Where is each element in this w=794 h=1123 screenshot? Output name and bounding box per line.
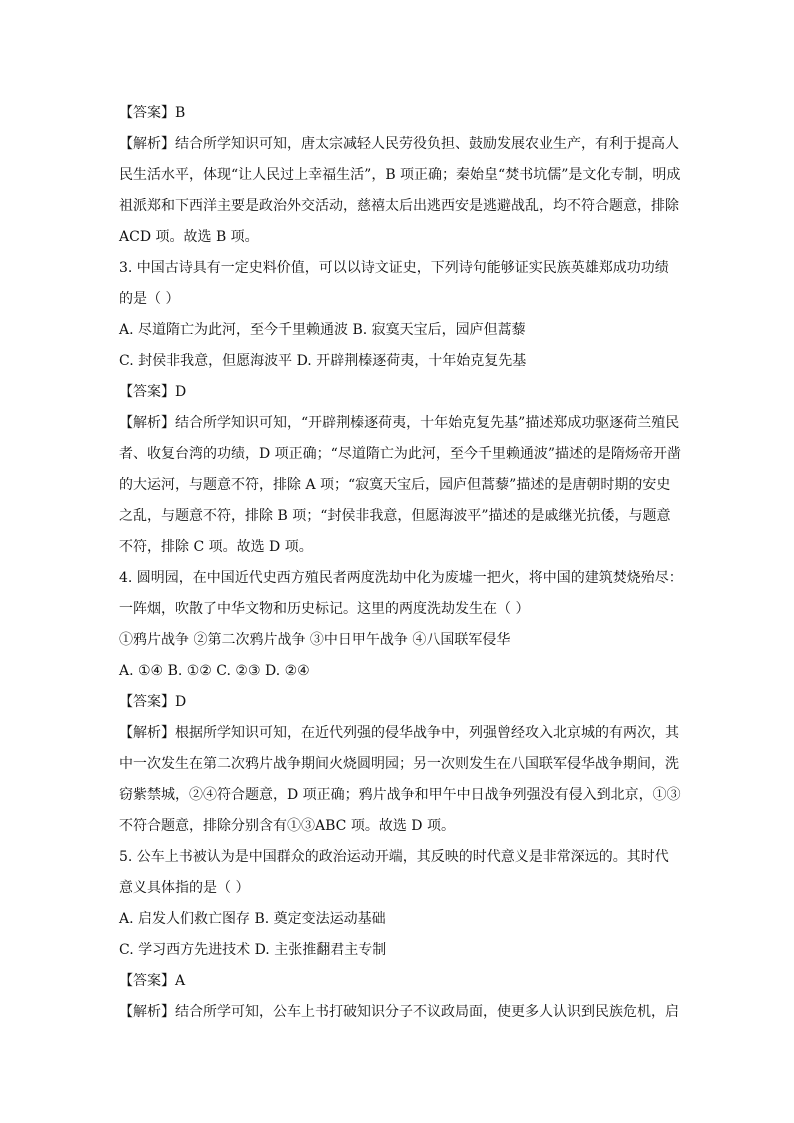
question-5-stem-line-1: 5. 公车上书被认为是中国群众的政治运动开端，其反映的时代意义是非常深远的。其时代	[119, 849, 669, 865]
question-3-options-cd: C. 封侯非我意，但愿海波平 D. 开辟荆榛逐荷夷，十年始克复先基	[119, 353, 527, 369]
question-5-options-cd: C. 学习西方先进技术 D. 主张推翻君主专制	[119, 942, 387, 958]
analysis-q2-line-3: 祖派郑和下西洋主要是政治外交活动，慈禧太后出逃西安是逃避战乱，均不符合题意，排除	[119, 198, 679, 214]
answer-label-q3: 【答案】D	[119, 384, 187, 400]
question-3-options-ab: A. 尽道隋亡为此河，至今千里赖通波 B. 寂寞天宝后，园庐但蒿藜	[119, 322, 526, 338]
question-4-stem-line-1: 4. 圆明园，在中国近代史西方殖民者两度洗劫中化为废墟一把火，将中国的建筑焚烧殆尽：	[119, 570, 683, 586]
analysis-q2-line-2: 民生活水平，体现“让人民过上幸福生活”，B 项正确；秦始皇“焚书坑儒”是文化专制，明成	[119, 167, 681, 183]
question-5-options-ab: A. 启发人们救亡图存 B. 奠定变法运动基础	[119, 911, 386, 927]
question-5-stem-line-2: 意义具体指的是（ ）	[119, 880, 250, 896]
question-4-stem-line-2: 一阵烟，吹散了中华文物和历史标记。这里的两度洗劫发生在（ ）	[119, 601, 530, 617]
answer-label-q5: 【答案】A	[119, 973, 186, 989]
question-3-stem-line-2: 的是（ ）	[119, 291, 180, 307]
analysis-q5-line-1: 【解析】结合所学可知，公车上书打破知识分子不议政局面，使更多人认识到民族危机，启	[119, 1004, 679, 1020]
question-3-stem-line-1: 3. 中国古诗具有一定史料价值，可以以诗文证史，下列诗句能够证实民族英雄郑成功功绩	[119, 260, 669, 276]
analysis-q4-line-2: 中一次发生在第二次鸦片战争期间火烧圆明园；另一次则发生在八国联军侵华战争期间，洗	[119, 756, 679, 772]
analysis-q4-line-4: 不符合题意，排除分别含有①③ABC 项。故选 D 项。	[119, 818, 455, 834]
question-4-options: A. ①④ B. ①② C. ②③ D. ②④	[119, 663, 310, 679]
analysis-q3-line-1: 【解析】结合所学知识可知，“开辟荆榛逐荷夷，十年始克复先基”描述郑成功驱逐荷兰殖民	[119, 415, 680, 431]
analysis-q2-line-4: ACD 项。故选 B 项。	[119, 229, 259, 245]
analysis-q4-line-3: 窃紫禁城，②④符合题意，D 项正确；鸦片战争和甲午中日战争列强没有侵入到北京，①③	[119, 787, 681, 803]
analysis-q3-line-3: 的大运河，与题意不符，排除 A 项；“寂寞天宝后，园庐但蒿藜”描述的是唐朝时期的安史	[119, 477, 671, 493]
analysis-q3-line-5: 不符，排除 C 项。故选 D 项。	[119, 539, 313, 555]
answer-label-q4: 【答案】D	[119, 694, 187, 710]
question-4-items: ①鸦片战争 ②第二次鸦片战争 ③中日甲午战争 ④八国联军侵华	[119, 632, 511, 648]
analysis-q3-line-2: 者、收复台湾的功绩，D 项正确；“尽道隋亡为此河，至今千里赖通波”描述的是隋炀帝开凿	[119, 446, 681, 462]
analysis-q4-line-1: 【解析】根据所学知识可知，在近代列强的侵华战争中，列强曾经攻入北京城的有两次，其	[119, 725, 679, 741]
analysis-q3-line-4: 之乱，与题意不符，排除 B 项；“封侯非我意，但愿海波平”描述的是戚继光抗倭，与题意	[119, 508, 671, 524]
answer-label-q2: 【答案】B	[119, 105, 186, 121]
analysis-q2-line-1: 【解析】结合所学知识可知，唐太宗减轻人民劳役负担、鼓励发展农业生产，有利于提高人	[119, 136, 679, 152]
